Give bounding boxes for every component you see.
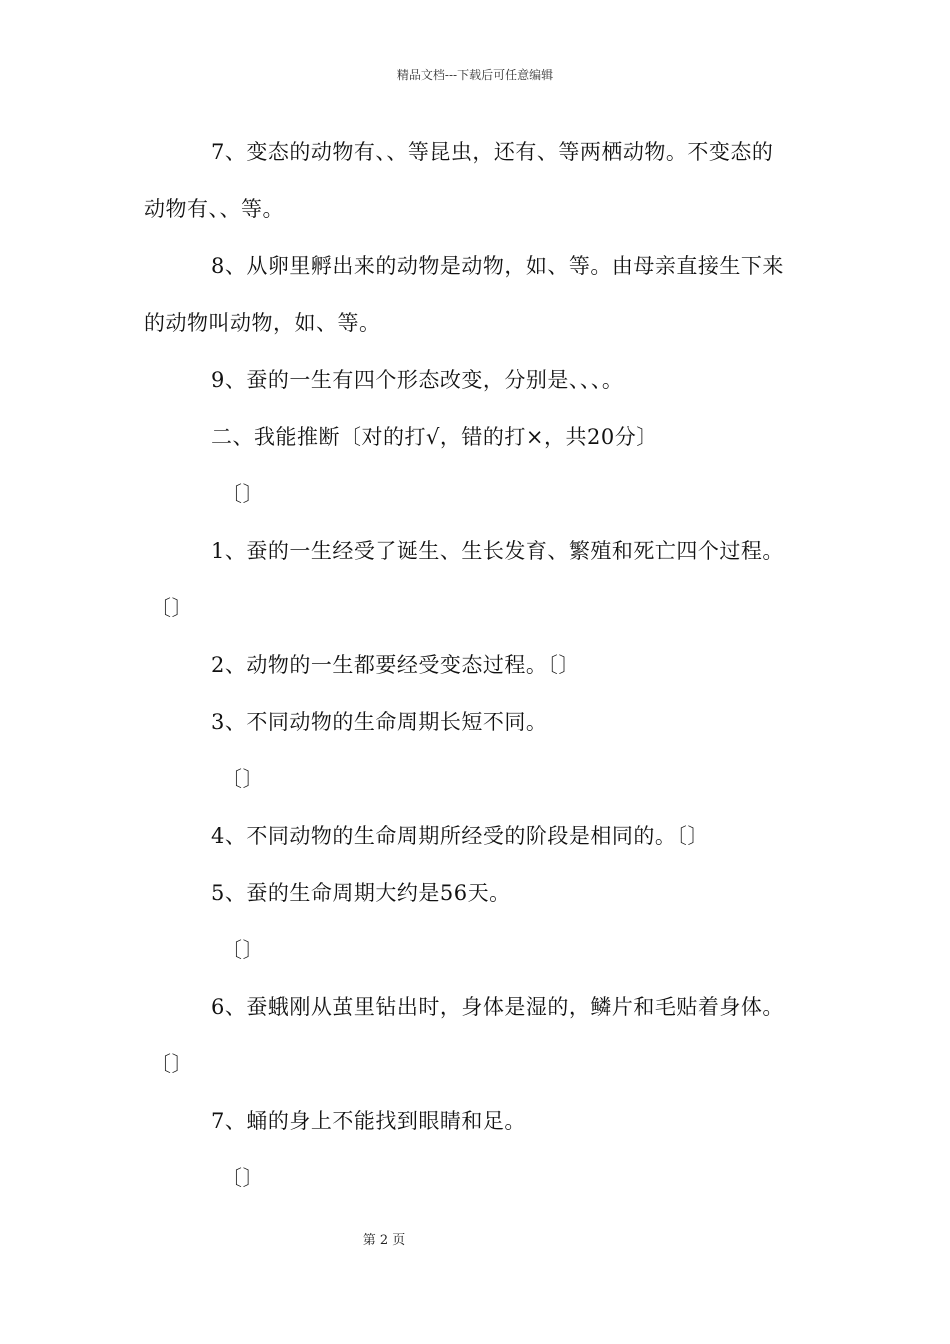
question-4: 4、不同动物的生命周期所经受的阶段是相同的。〔〕 (211, 824, 709, 848)
page-header: 精品文档---下载后可任意编辑 (396, 68, 554, 82)
answer-bracket: 〔〕 (221, 938, 264, 962)
text-line: 9、蚕的一生有四个形态改变，分别是、、、。 (211, 368, 624, 392)
question-3: 3、不同动物的生命周期长短不同。 (211, 710, 548, 734)
text-line: 8、从卵里孵出来的动物是动物，如、等。由母亲直接生下来 (211, 254, 784, 278)
text-line: 7、变态的动物有、、等昆虫，还有、等两栖动物。不变态的 (211, 140, 774, 164)
text-line: 动物有、、等。 (144, 197, 284, 221)
text-line: 的动物叫动物，如、等。 (144, 311, 381, 335)
question-7: 7、蛹的身上不能找到眼睛和足。 (211, 1109, 526, 1133)
section-heading: 二、我能推断〔对的打√，错的打×，共20分〕 (211, 425, 658, 449)
answer-bracket: 〔〕 (221, 1166, 264, 1190)
answer-bracket: 〔〕 (221, 482, 264, 506)
question-1: 1、蚕的一生经受了诞生、生长发育、繁殖和死亡四个过程。 (211, 539, 784, 563)
answer-bracket: 〔〕 (221, 767, 264, 791)
question-6: 6、蚕蛾刚从茧里钻出时，身体是湿的，鳞片和毛贴着身体。 (211, 995, 784, 1019)
answer-bracket: 〔〕 (150, 1052, 193, 1076)
question-5: 5、蚕的生命周期大约是56天。 (211, 881, 511, 905)
page-number: 第 2 页 (362, 1233, 406, 1248)
question-2: 2、动物的一生都要经受变态过程。〔〕 (211, 653, 580, 677)
answer-bracket: 〔〕 (150, 596, 193, 620)
